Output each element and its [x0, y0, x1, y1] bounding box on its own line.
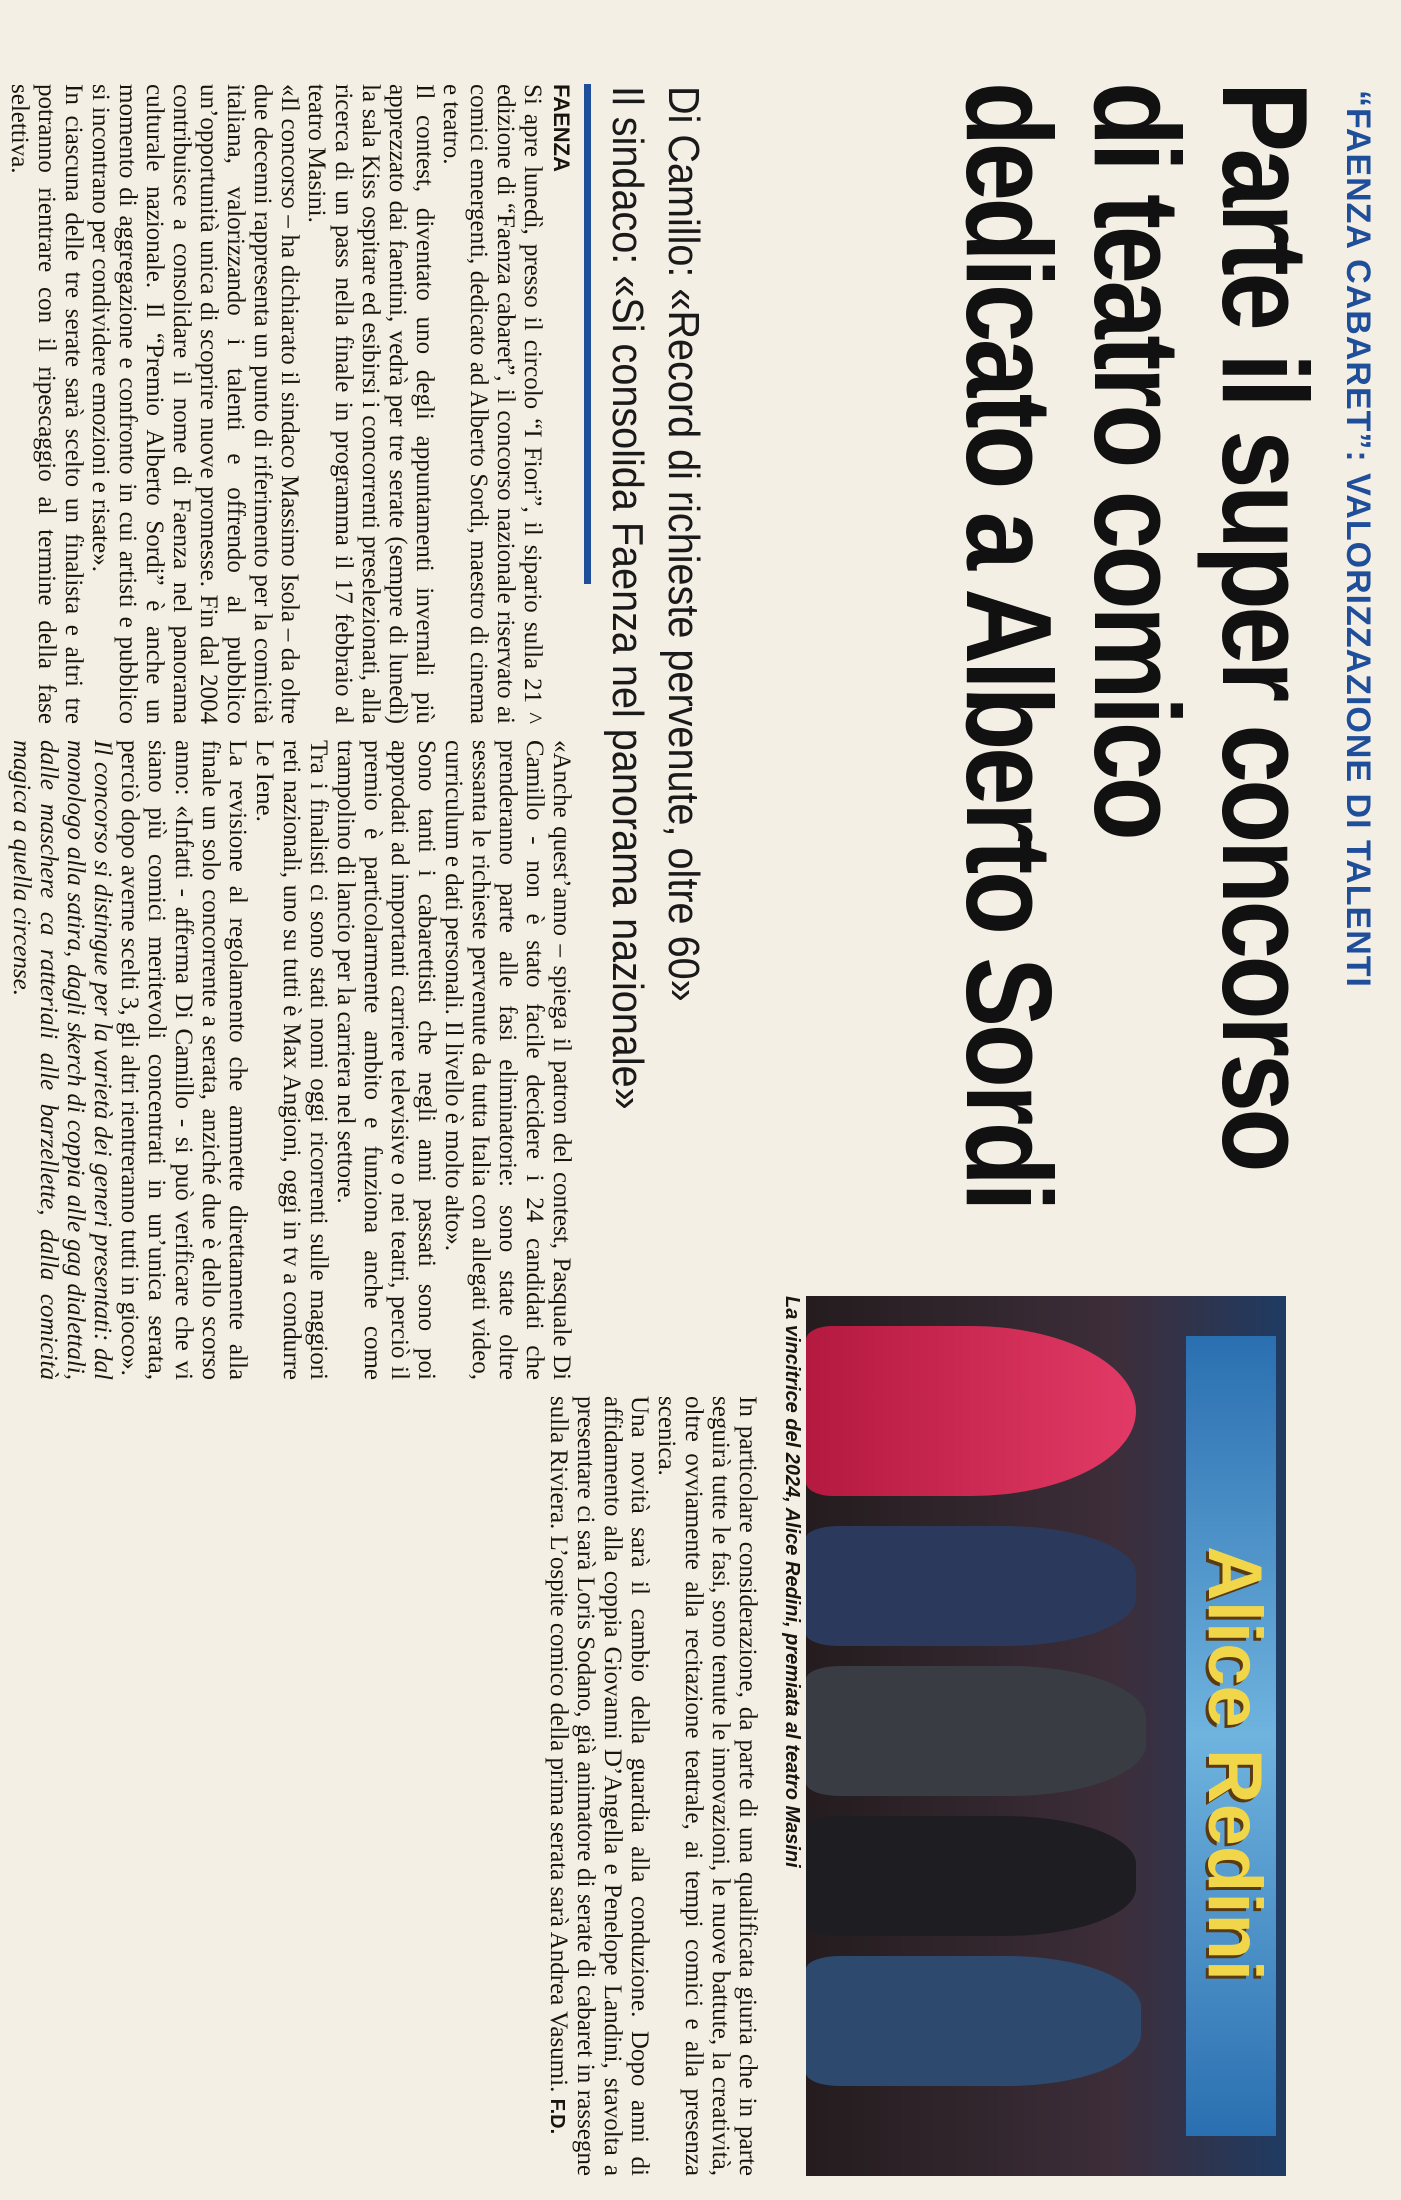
- headline-line: Parte il super concorso: [1197, 82, 1333, 1170]
- photo-person: [806, 1956, 1141, 2086]
- body-column-3: [543, 1396, 761, 2176]
- award-photo: [806, 1296, 1286, 2176]
- paragraph: Sono tanti i cabarettisti che negli anni passati sono poi approdati ad importanti carriere televisive o nei teatri, perciò il premio è particolarmente ambito e funziona anche come trampolino di lancio per la carriera nel settore.: [332, 740, 440, 1380]
- photo-person: [806, 1816, 1136, 1936]
- dateline: FAENZA: [549, 84, 574, 172]
- headline-line: dedicato a Alberto Sordi: [941, 82, 1077, 1209]
- paragraph: [543, 1396, 653, 2176]
- deck-line: Il sindaco: «Si consolida Faenza nel panorama nazionale»: [603, 86, 652, 1110]
- deck: [599, 86, 711, 1166]
- photo-person: [806, 1666, 1146, 1796]
- paragraph: Si apre lunedì, presso il circolo “I Fiori”, il sipario sulla 21 ^ edizione di “Faenza cabaret”, il concorso nazionale riservato ai comici emergenti, dedicato ad Alberto Sordi, maestro di cinema e teatro.: [438, 84, 546, 724]
- headline-line: di teatro comico: [1069, 82, 1205, 838]
- paragraph: Il concorso si distingue per la varietà dei generi presentati: dal monologo alla satira, dagli skerch di coppia alle gag dialettali, dalle maschere ca ratteriali alle barzellette, dalla comicità magica a quella circense.: [8, 740, 116, 1380]
- photo-banner-text: Alice Redini: [1192, 1546, 1277, 1981]
- paragraph: Tra i finalisti ci sono stati nomi oggi ricorrenti sulle maggiori reti nazionali, uno su tutti è Max Angioni, oggi in tv a condurre Le Iene.: [251, 740, 332, 1380]
- paragraph: «Anche quest’anno – spiega il patron del contest, Pasquale Di Camillo - non è stato facile decidere i 24 candidati che prenderanno parte alle fasi eliminatorie: sono state oltre sessanta le richieste pervenute da tutta Italia con allegati video, curriculum e dati personali. Il livello è molto alto».: [440, 740, 575, 1380]
- paragraph: In particolare considerazione, da parte di una qualificata giuria che in parte seguirà tutte le fasi, sono tenute le innovazioni, le nuove battute, la creatività, oltre ovviamente alla recitazione teatrale, ai tempi comici e alla presenza scenica.: [653, 1396, 761, 2176]
- deck-line: Di Camillo: «Record di richieste pervenute, oltre 60»: [659, 86, 708, 1002]
- paragraph: La revisione al regolamento che ammette direttamente alla finale un solo concorrente a serata, anziché due è dello scorso anno: «Infatti - afferma Di Camillo - si può verificare che vi siano più comici meritevoli concentrati in un’unica serata, perciò dopo averne scelti 3, gli altri rientreranno tutti in gioco».: [116, 740, 251, 1380]
- paragraph: Il contest, diventato uno degli appuntamenti invernali più apprezzato dai faentini, vedrà per tre serate (sempre di lunedì) la sala Kiss ospitare ed esibirsi i concorrenti preselezionati, alla ricerca di un pass nella finale in programma il 17 febbraio al teatro Masini.: [303, 84, 438, 724]
- body-column-1: [6, 84, 575, 724]
- body-column-2: [8, 740, 575, 1380]
- photo-winner-figure: [806, 1326, 1136, 1496]
- section-rule: [584, 84, 591, 584]
- photo-person: [806, 1526, 1136, 1646]
- paragraph: In ciascuna delle tre serate sarà scelto un finalista e altri tre potranno rientrare con il ripescaggio al termine della fase selettiva.: [6, 84, 87, 724]
- paragraph: «Il concorso – ha dichiarato il sindaco Massimo Isola – da oltre due decenni rappresenta un punto di riferimento per la comicità italiana, valorizzando i talenti e offrendo al pubblico un’opportunità unica di scoprire nuove promesse. Fin dal 2004 contribuisce a consolidare il nome di Faenza nel panorama culturale nazionale. Il “Premio Alberto Sordi” è anche un momento di aggregazione e confronto in cui artisti e pubblico si incontrano per condividere emozioni e risate».: [87, 84, 303, 724]
- kicker: “FAENZA CABARET”: VALORIZZAZIONE DI TALENTI: [1339, 90, 1377, 988]
- author-signature: F.D.: [546, 2098, 568, 2135]
- paragraph-text: Una novità sarà il cambio della guardia alla conduzione. Dopo anni di affidamento alla coppia Giovanni D’Angella e Penelope Landini, stavolta a presentare ci sarà Loris Sodano, già animatore di serate di cabaret in rassegne sulla Riviera. L’ospite comico della prima serata sarà Andrea Vasumi.: [545, 1396, 653, 2176]
- photo-caption: La vincitrice del 2024, Alice Redini, premiata al teatro Masini: [781, 1296, 803, 1868]
